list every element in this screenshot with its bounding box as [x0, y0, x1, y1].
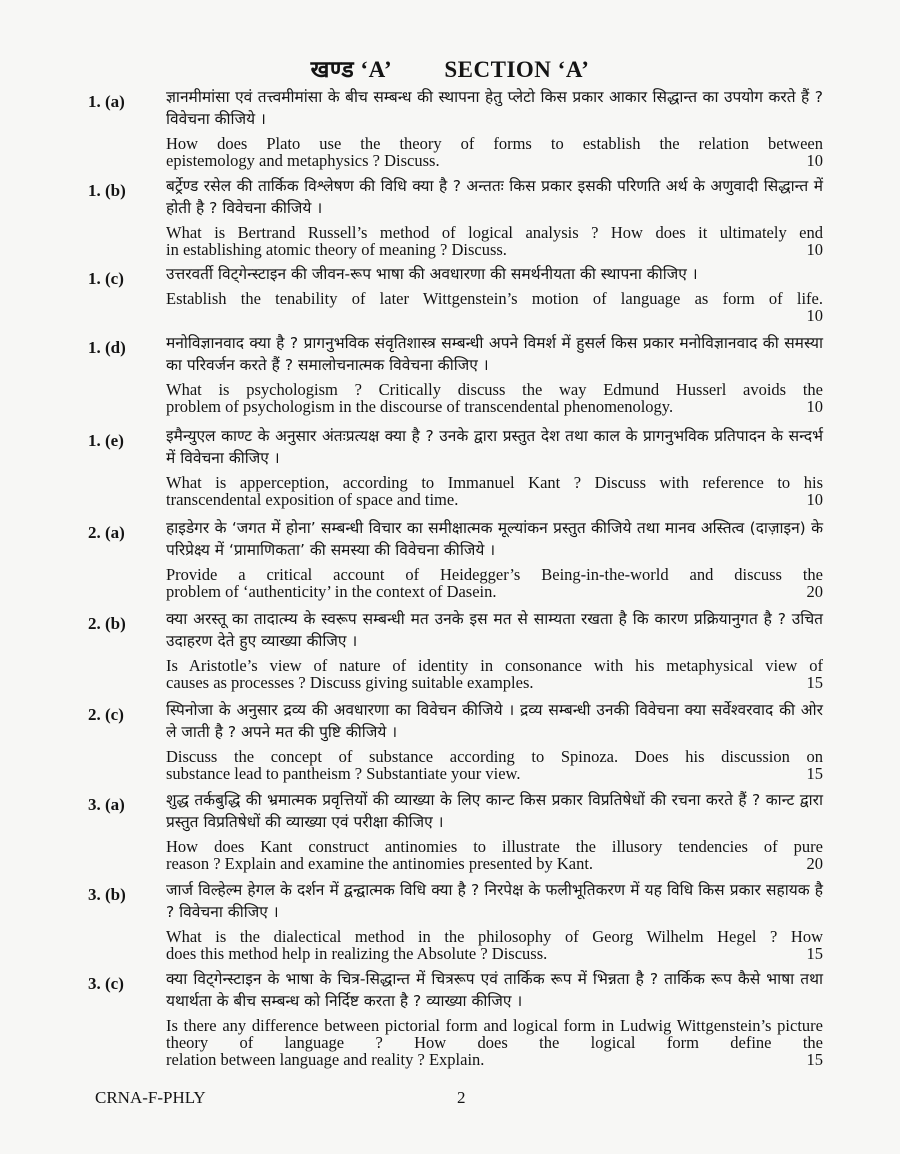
question-text-hindi: उत्तरवर्ती विट्गेन्स्टाइन की जीवन-रूप भाषा की अवधारणा की समर्थनीयता की स्थापना कीजिए । — [166, 265, 698, 283]
section-heading-hindi: खण्ड ‘A’ — [310, 57, 393, 82]
paper-code: CRNA-F-PHLY — [95, 1088, 206, 1107]
question-body — [166, 879, 823, 962]
question-text-english-last: problem of ‘authenticity’ in the context of Dasein. — [166, 582, 497, 601]
question-text-hindi: इमैन्युएल काण्ट के अनुसार अंतःप्रत्यक्ष क्या है ? उनके द्वारा प्रस्तुत देश तथा काल के प्रागनुभविक प्रतिपादन के सन्दर्भ में विवेचना कीजिए । — [166, 427, 823, 467]
question-number: 3. (a) — [88, 795, 125, 814]
question-text-english-last: transcendental exposition of space and time. — [166, 490, 459, 509]
question-number: 2. (a) — [88, 523, 125, 542]
question-text-english-last: relation between language and reality ? Explain. — [166, 1050, 485, 1069]
page-number: 2 — [457, 1088, 466, 1107]
question-body — [166, 86, 823, 169]
question-text-english: What is Bertrand Russell’s method of logical analysis ? How does it ultimately end — [166, 223, 823, 242]
question-marks-line — [166, 855, 823, 872]
question-body — [166, 968, 823, 1068]
section-heading-english: SECTION ‘A’ — [444, 57, 590, 82]
question-body — [166, 175, 823, 258]
question-number: 1. (e) — [88, 431, 124, 450]
question-marks-line — [166, 241, 823, 258]
question-marks: 15 — [806, 944, 823, 963]
question-number: 2. (b) — [88, 614, 126, 633]
question-text-english: How does Plato use the theory of forms to establish the relation between — [166, 134, 823, 153]
question-body — [166, 517, 823, 600]
question-body — [166, 425, 823, 508]
question-marks-line — [166, 398, 823, 415]
question-marks-line — [166, 152, 823, 169]
question-body — [166, 263, 823, 324]
question-text-english: Establish the tenability of later Wittgenstein’s motion of language as form of life. — [166, 289, 823, 308]
question-text-english: What is psychologism ? Critically discuss the way Edmund Husserl avoids the — [166, 380, 823, 399]
question-number: 2. (c) — [88, 705, 124, 724]
question-marks-line — [166, 765, 823, 782]
section-heading — [0, 52, 900, 84]
question-number: 1. (a) — [88, 92, 125, 111]
question-text-hindi: हाइडेगर के ‘जगत में होना’ सम्बन्धी विचार का समीक्षात्मक मूल्यांकन प्रस्तुत कीजिये तथा मानव अस्तित्व (दाज़ाइन) के परिप्रेक्ष्य में ‘प्रामाणिकता’ की समस्या की विवेचना कीजिये । — [166, 519, 823, 559]
question-marks: 15 — [806, 1050, 823, 1069]
question-text-english: How does Kant construct antinomies to illustrate the illusory tendencies of pure — [166, 837, 823, 856]
question-text-english-last: does this method help in realizing the Absolute ? Discuss. — [166, 944, 548, 963]
question-text-english: What is the dialectical method in the philosophy of Georg Wilhelm Hegel ? How — [166, 927, 823, 946]
question-item — [88, 517, 823, 600]
question-text-english-last: in establishing atomic theory of meaning ? Discuss. — [166, 240, 507, 259]
question-number: 1. (b) — [88, 181, 126, 200]
question-list — [88, 86, 823, 1068]
question-marks: 15 — [806, 764, 823, 783]
question-text-hindi: बर्ट्रेण्ड रसेल की तार्किक विश्लेषण की विधि क्या है ? अन्ततः किस प्रकार इसकी परिणति अर्थ के अणुवादी सिद्धान्त में होती है ? विवेचना कीजिये । — [166, 177, 823, 217]
question-item — [88, 175, 823, 258]
question-marks-line — [166, 945, 823, 962]
question-text-english: Discuss the concept of substance according to Spinoza. Does his discussion on — [166, 747, 823, 766]
question-text-english-last: epistemology and metaphysics ? Discuss. — [166, 151, 440, 170]
question-marks: 20 — [806, 854, 823, 873]
question-item — [88, 608, 823, 691]
question-marks: 10 — [806, 397, 823, 416]
question-number: 3. (c) — [88, 974, 124, 993]
question-text-english-last: substance lead to pantheism ? Substantiate your view. — [166, 764, 521, 783]
question-body — [166, 699, 823, 782]
question-text-english-last: problem of psychologism in the discourse of transcendental phenomenology. — [166, 397, 674, 416]
question-marks-line — [166, 307, 823, 324]
question-marks-line — [166, 583, 823, 600]
question-number: 3. (b) — [88, 885, 126, 904]
question-text-hindi: क्या विट्गेन्स्टाइन के भाषा के चित्र-सिद्धान्त में चित्ररूप एवं तार्किक रूप में भिन्नता है ? तार्किक रूप कैसे भाषा तथा यथार्थता के बीच सम्बन्ध को निर्दिष्ट करता है ? व्याख्या कीजिए । — [166, 970, 823, 1010]
question-text-english-last: causes as processes ? Discuss giving suitable examples. — [166, 673, 534, 692]
question-text-hindi: क्या अरस्तू का तादात्म्य के स्वरूप सम्बन्धी मत उनके इस मत से साम्यता रखता है कि कारण प्रक्रियानुगत है ? उचित उदाहरण देते हुए व्याख्या कीजिए । — [166, 610, 823, 650]
question-text-english: Is there any difference between pictorial form and logical form in Ludwig Wittgenstein’s picture theory of language ? How does the logical form define the — [166, 1016, 823, 1052]
question-item — [88, 879, 823, 962]
question-item — [88, 263, 823, 324]
question-number: 1. (d) — [88, 338, 126, 357]
question-text-english-last: reason ? Explain and examine the antinomies presented by Kant. — [166, 854, 594, 873]
question-item — [88, 86, 823, 169]
question-text-hindi: जार्ज विल्हेल्म हेगल के दर्शन में द्वन्द्वात्मक विधि क्या है ? निरपेक्ष के फलीभूतिकरण में यह विधि किस प्रकार सहायक है ? विवेचना कीजिए । — [166, 881, 823, 921]
question-marks: 10 — [806, 240, 823, 259]
question-marks: 10 — [806, 151, 823, 170]
question-item — [88, 699, 823, 782]
question-item — [88, 332, 823, 415]
question-marks-line — [166, 1051, 823, 1068]
question-marks: 10 — [806, 306, 823, 325]
question-text-hindi: स्पिनोजा के अनुसार द्रव्य की अवधारणा का विवेचन कीजिये । द्रव्य सम्बन्धी उनकी विवेचना क्या सर्वेश्वरवाद की ओर ले जाती है ? अपने मत की पुष्टि कीजिये । — [166, 701, 823, 741]
question-body — [166, 608, 823, 691]
question-body — [166, 789, 823, 872]
question-item — [88, 789, 823, 872]
question-text-hindi: शुद्ध तर्कबुद्धि की भ्रमात्मक प्रवृत्तियों की व्याख्या के लिए कान्ट किस प्रकार विप्रतिषेधों की रचना करते हैं ? कान्ट द्वारा प्रस्तुत विप्रतिषेधों की व्याख्या एवं परीक्षा कीजिए । — [166, 791, 823, 831]
question-marks: 10 — [806, 490, 823, 509]
question-text-hindi: मनोविज्ञानवाद क्या है ? प्रागनुभविक संवृतिशास्त्र सम्बन्धी अपने विमर्श में हुसर्ल किस प्रकार मनोविज्ञानवाद की समस्या का परिवर्जन करते हैं ? समालोचनात्मक विवेचना कीजिए । — [166, 334, 823, 374]
question-marks: 20 — [806, 582, 823, 601]
question-marks: 15 — [806, 673, 823, 692]
question-marks-line — [166, 674, 823, 691]
question-text-hindi: ज्ञानमीमांसा एवं तत्त्वमीमांसा के बीच सम्बन्ध की स्थापना हेतु प्लेटो किस प्रकार आकार सिद्धान्त का उपयोग करते हैं ? विवेचना कीजिये । — [166, 88, 823, 128]
question-body — [166, 332, 823, 415]
question-item — [88, 968, 823, 1068]
question-text-english: What is apperception, according to Immanuel Kant ? Discuss with reference to his — [166, 473, 823, 492]
question-item — [88, 425, 823, 508]
question-text-english: Is Aristotle’s view of nature of identity in consonance with his metaphysical view of — [166, 656, 823, 675]
question-number: 1. (c) — [88, 269, 124, 288]
question-text-english: Provide a critical account of Heidegger’s Being-in-the-world and discuss the — [166, 565, 823, 584]
question-marks-line — [166, 491, 823, 508]
